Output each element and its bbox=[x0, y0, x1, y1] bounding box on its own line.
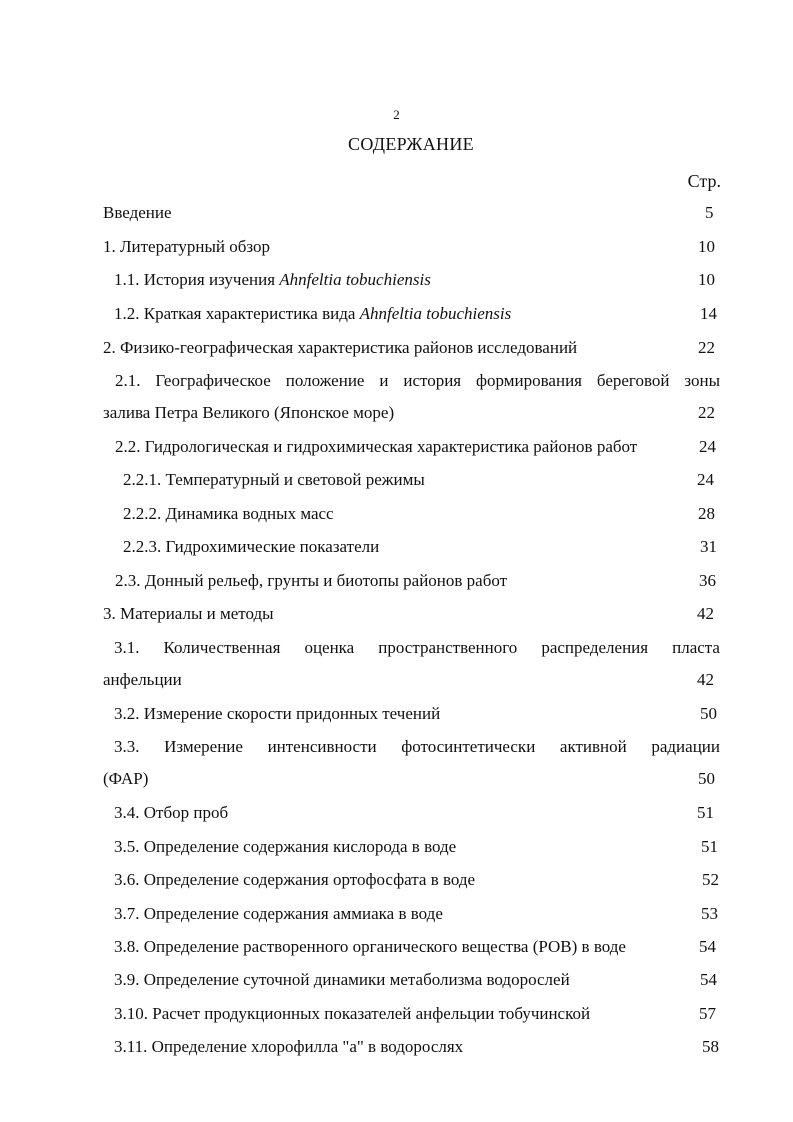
toc-entry-2-2-3 bbox=[0, 537, 793, 571]
toc-entry-title: 2.2.1. Температурный и световой режимы bbox=[123, 470, 425, 489]
toc-entry-title: 3.7. Определение содержания аммиака в воде bbox=[114, 904, 443, 923]
toc-entry-3-5 bbox=[0, 837, 793, 871]
toc-entry-page: 50 bbox=[700, 704, 717, 723]
toc-word: 3.3. bbox=[114, 737, 140, 756]
toc-word: история bbox=[403, 371, 462, 390]
toc-entry-page: 51 bbox=[697, 803, 714, 822]
toc-word: формирования bbox=[476, 371, 582, 390]
toc-entry-page: 10 bbox=[698, 270, 715, 289]
toc-entry-page: 24 bbox=[699, 437, 716, 456]
toc-entry-title: 1. Литературный обзор bbox=[103, 237, 271, 256]
toc-entry-page: 54 bbox=[700, 970, 717, 989]
toc-entry-3-7 bbox=[0, 904, 793, 938]
species-name: Ahnfeltia tobuchiensis bbox=[279, 270, 431, 289]
toc-entry-3-9 bbox=[0, 970, 793, 1004]
toc-word: пространственного bbox=[378, 638, 518, 657]
toc-word: оценка bbox=[304, 638, 355, 657]
toc-entry-3-3 bbox=[0, 737, 793, 801]
toc-entry-page: 42 bbox=[697, 670, 714, 689]
toc-entry-3-6 bbox=[0, 870, 793, 904]
toc-word: интенсивности bbox=[267, 737, 377, 756]
toc-word: положение bbox=[285, 371, 365, 390]
toc-word: распределения bbox=[541, 638, 649, 657]
toc-entry-1 bbox=[0, 237, 793, 271]
toc-entry-page: 52 bbox=[702, 870, 719, 889]
toc-entry-title-continuation: залива Петра Великого (Японское море) bbox=[103, 403, 395, 422]
toc-entry-title bbox=[114, 638, 720, 658]
toc-word: зоны bbox=[684, 371, 720, 390]
toc-entry-3-2 bbox=[0, 704, 793, 738]
toc-entry-page: 36 bbox=[699, 571, 716, 590]
page-number: 2 bbox=[393, 107, 400, 122]
toc-entry-title: 2.2.3. Гидрохимические показатели bbox=[123, 537, 380, 556]
toc-word: фотосинтетически bbox=[401, 737, 536, 756]
toc-word: пласта bbox=[672, 638, 720, 657]
toc-entry-title: 2.2. Гидрологическая и гидрохимическая характеристика районов работ bbox=[115, 437, 638, 456]
toc-entry-title bbox=[114, 304, 511, 324]
toc-entry-page: 53 bbox=[701, 904, 718, 923]
toc-entry-title: 3.4. Отбор проб bbox=[114, 803, 229, 822]
toc-entry-title: 3.11. Определение хлорофилла "а" в водорослях bbox=[114, 1037, 464, 1056]
toc-entry-page: 50 bbox=[698, 769, 715, 788]
toc-entry-2-2-1 bbox=[0, 470, 793, 504]
toc-entry-page: 14 bbox=[700, 304, 717, 323]
toc-entry-page: 24 bbox=[697, 470, 714, 489]
toc-entry-3-10 bbox=[0, 1004, 793, 1038]
toc-word: радиации bbox=[651, 737, 720, 756]
toc-entry-title: Введение bbox=[103, 203, 172, 222]
species-name: Ahnfeltia tobuchiensis bbox=[359, 304, 512, 323]
toc-entry-page: 51 bbox=[701, 837, 718, 856]
toc-entry-page: 10 bbox=[698, 237, 715, 256]
toc-entry-3-11 bbox=[0, 1037, 793, 1071]
toc-entry-2-1 bbox=[0, 371, 793, 435]
toc-entry-page: 57 bbox=[699, 1004, 716, 1023]
toc-entry-title bbox=[114, 270, 431, 290]
toc-word: Количественная bbox=[163, 638, 281, 657]
toc-word: Географическое bbox=[155, 371, 271, 390]
page-title: СОДЕРЖАНИЕ bbox=[348, 134, 474, 154]
toc-entry-title: 3.8. Определение растворенного органического вещества (РОВ) в воде bbox=[114, 937, 626, 956]
toc-entry-title bbox=[115, 371, 720, 391]
toc-entry-2-2-2 bbox=[0, 504, 793, 538]
toc-entry-title-text: 1.1. История изучения bbox=[114, 270, 280, 289]
toc-entry-title bbox=[114, 737, 720, 757]
toc-entry-page: 28 bbox=[698, 504, 715, 523]
toc-entry-2-3 bbox=[0, 571, 793, 605]
toc-word: активной bbox=[559, 737, 627, 756]
toc-entry-title-continuation: анфельции bbox=[103, 670, 182, 689]
toc-entry-page: 22 bbox=[698, 403, 715, 422]
toc-entry-2 bbox=[0, 338, 793, 372]
pages-column-label: Стр. bbox=[687, 171, 721, 191]
toc-entry-title: 3.10. Расчет продукционных показателей анфельции тобучинской bbox=[114, 1004, 591, 1023]
toc-entry-3-4 bbox=[0, 803, 793, 837]
toc-entry-page: 42 bbox=[697, 604, 714, 623]
toc-entry-page: 58 bbox=[702, 1037, 719, 1056]
toc-entry-page: 54 bbox=[699, 937, 716, 956]
toc-entry-3 bbox=[0, 604, 793, 638]
toc-entry-intro bbox=[0, 203, 793, 237]
toc-entry-title-text: 1.2. Краткая характеристика вида bbox=[114, 304, 360, 323]
toc-entry-1-1 bbox=[0, 270, 793, 304]
toc-entry-title: 3.5. Определение содержания кислорода в воде bbox=[114, 837, 457, 856]
toc-entry-title: 3.6. Определение содержания ортофосфата в воде bbox=[114, 870, 476, 889]
toc-entry-page: 31 bbox=[700, 537, 717, 556]
toc-entry-page: 22 bbox=[698, 338, 715, 357]
toc-entry-3-8 bbox=[0, 937, 793, 971]
toc-entry-title-continuation: (ФАР) bbox=[103, 769, 149, 788]
toc-entry-3-1 bbox=[0, 638, 793, 702]
toc-entry-1-2 bbox=[0, 304, 793, 338]
toc-entry-page: 5 bbox=[705, 203, 714, 222]
toc-entry-title: 2. Физико-географическая характеристика районов исследований bbox=[103, 338, 578, 357]
toc-word: береговой bbox=[596, 371, 670, 390]
toc-entry-title: 3. Материалы и методы bbox=[103, 604, 274, 623]
toc-entry-title: 2.3. Донный рельеф, грунты и биотопы районов работ bbox=[115, 571, 508, 590]
toc-entry-title: 3.2. Измерение скорости придонных течений bbox=[114, 704, 441, 723]
toc-word: 2.1. bbox=[115, 371, 141, 390]
toc-word: Измерение bbox=[164, 737, 243, 756]
toc-entry-2-2 bbox=[0, 437, 793, 471]
toc-word: 3.1. bbox=[114, 638, 140, 657]
toc-entry-title: 3.9. Определение суточной динамики метаболизма водорослей bbox=[114, 970, 570, 989]
toc-entry-title: 2.2.2. Динамика водных масс bbox=[123, 504, 334, 523]
toc-word: и bbox=[379, 371, 389, 390]
